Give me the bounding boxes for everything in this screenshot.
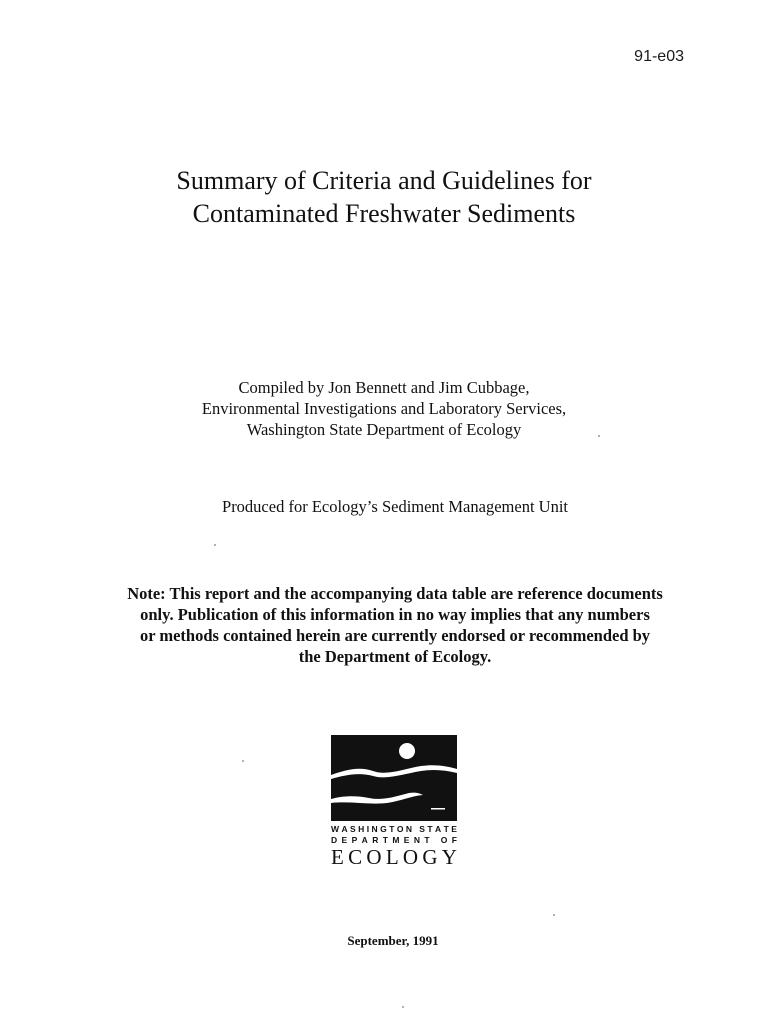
logo-washington-state	[331, 824, 457, 834]
scan-speck	[214, 544, 216, 546]
logo-department-of	[331, 835, 457, 845]
logo-letter: N	[371, 824, 378, 834]
logo-letter	[434, 835, 436, 845]
logo-letter: T	[382, 835, 388, 845]
publication-date: September, 1991	[347, 933, 439, 948]
logo-letter: L	[385, 845, 399, 869]
note-line-2: only. Publication of this information in no way implies that any numbers	[140, 605, 650, 624]
logo-letter: E	[451, 824, 457, 834]
logo-letter: E	[341, 835, 348, 845]
logo-letter: N	[405, 824, 413, 834]
scan-speck	[402, 1006, 404, 1008]
logo-letter: A	[341, 824, 348, 834]
logo-letter: A	[435, 824, 442, 834]
logo-letter: O	[402, 845, 419, 869]
logo-letter: S	[419, 824, 425, 834]
logo-letter: T	[443, 824, 449, 834]
logo-letter: G	[380, 824, 387, 834]
logo-letter	[414, 824, 416, 834]
compiled-line-1: Compiled by Jon Bennett and Jim Cubbage,	[238, 378, 530, 397]
logo-letter: N	[413, 835, 420, 845]
logo-letter: O	[440, 835, 448, 845]
scan-speck	[553, 914, 555, 916]
logo-letter: E	[403, 835, 410, 845]
logo-ecology	[331, 846, 457, 868]
logo-letter: E	[331, 845, 344, 869]
logo-letter: H	[358, 824, 365, 834]
logo-letter: W	[331, 824, 340, 834]
disclaimer-note	[0, 583, 768, 667]
logo-letter: O	[366, 845, 382, 869]
note-line-3: or methods contained herein are currently endorsed or recommended by	[139, 626, 651, 645]
logo-letter: G	[422, 845, 438, 869]
document-code: 91-e03	[634, 48, 684, 65]
logo-letter: R	[372, 835, 379, 845]
logo-letter: A	[361, 835, 368, 845]
logo-letter: F	[451, 835, 457, 845]
sun-over-water-logo-icon	[331, 735, 457, 821]
title-line-2: Contaminated Freshwater Sediments	[192, 199, 576, 228]
logo-letter: T	[424, 835, 430, 845]
title-line-1: Summary of Criteria and Guidelines for	[176, 166, 592, 195]
scan-speck	[598, 435, 600, 437]
logo-letter: I	[366, 824, 370, 834]
logo-letter: P	[351, 835, 358, 845]
produced-for-line: Produced for Ecology’s Sediment Management Unit	[222, 497, 568, 516]
compiled-line-3: Washington State Department of Ecology	[246, 420, 522, 439]
logo-letter: Y	[441, 845, 457, 869]
logo-letter: D	[331, 835, 338, 845]
scan-speck	[242, 760, 244, 762]
note-line-1: Note: This report and the accompanying data table are reference documents	[127, 584, 663, 603]
logo-letter: M	[392, 835, 400, 845]
compiled-by-block	[0, 377, 768, 440]
logo-letter: C	[348, 845, 363, 869]
logo-letter: S	[350, 824, 356, 834]
compiled-line-2: Environmental Investigations and Laboratory Services,	[201, 399, 567, 418]
logo-letter: T	[389, 824, 395, 834]
logo-letter: O	[396, 824, 404, 834]
logo-letter: T	[427, 824, 433, 834]
note-line-4: the Department of Ecology.	[298, 647, 492, 666]
document-title	[0, 164, 768, 230]
department-of-ecology-logo	[331, 735, 457, 868]
